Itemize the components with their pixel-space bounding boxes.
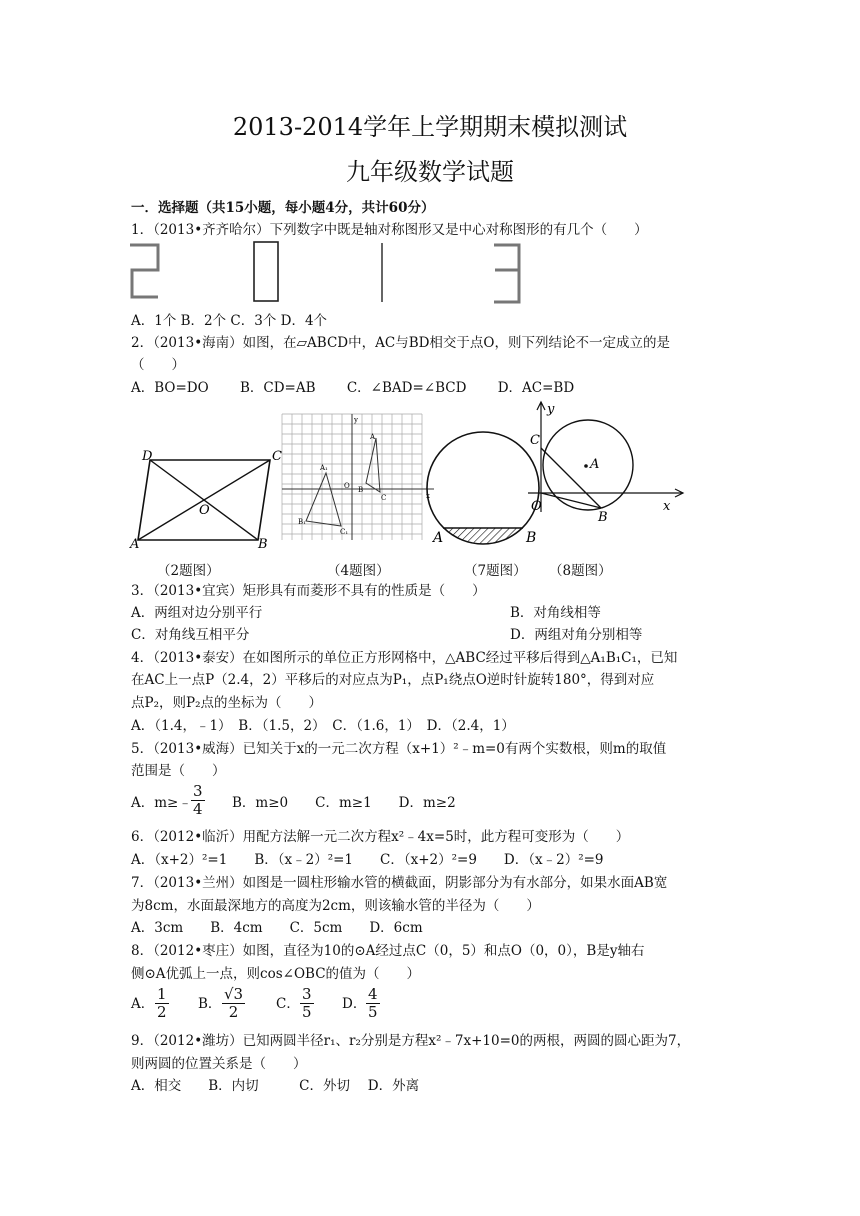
question-5-line-2: 范围是（ ）	[131, 763, 226, 779]
question-8-option-c-fraction	[300, 986, 314, 1021]
fraction-numerator: 4	[368, 985, 378, 1003]
question-9-line-2: 则两圆的位置关系是（ ）	[131, 1056, 307, 1072]
question-4-line-1: 4．（2013•泰安）在如图所示的单位正方形网格中，△ABC经过平移后得到△A₁B₁C₁，已知	[131, 650, 678, 666]
question-8-option-b-fraction	[222, 986, 245, 1021]
question-5-options-rest: B．m≥0 C．m≥1 D．m≥2	[232, 795, 456, 811]
question-8-option-b-label: B．	[198, 996, 222, 1012]
question-9-line-1: 9．（2012•潍坊）已知两圆半径r₁、r₂分别是方程x²﹣7x+10=0的两根，两圆的圆心距为7，	[131, 1033, 691, 1049]
section-heading: 一．选择题（共15小题，每小题4分，共计60分）	[131, 200, 435, 216]
question-3-option-b: B．对角线相等	[510, 605, 601, 621]
question-8-option-a-fraction	[155, 986, 169, 1021]
question-5-fraction	[191, 783, 205, 818]
question-8-option-d-label: D．	[342, 996, 367, 1012]
para-label-d: D	[142, 449, 153, 464]
circle8-label-c: C	[530, 433, 540, 448]
grid-y-label: y	[354, 416, 358, 424]
question-8-option-a-label: A．	[131, 996, 155, 1012]
circle8-label-a: A	[590, 457, 600, 472]
question-4-options: A．（1.4，﹣1） B．（1.5，2） C．（1.6，1） D．（2.4，1）	[131, 718, 515, 734]
fraction-denominator: 4	[193, 800, 203, 818]
question-5-line-1: 5．（2013•威海）已知关于x的一元二次方程（x+1）²﹣m=0有两个实数根，则m的取值	[131, 741, 667, 757]
question-6-stem: 6．（2012•临沂）用配方法解一元二次方程x²﹣4x=5时，此方程可变形为（ ）	[131, 829, 630, 845]
para-label-o: O	[199, 503, 210, 518]
fraction-denominator: 2	[228, 1003, 239, 1021]
caption-fig2: （2题图）	[157, 563, 220, 579]
question-8-line-2: 侧⊙A优弧上一点，则cos∠OBC的值为（ ）	[131, 966, 421, 982]
parallelogram-figure	[129, 449, 282, 552]
question-3-option-a: A．两组对边分别平行	[131, 605, 263, 621]
question-8-option-c-label: C．	[276, 996, 300, 1012]
grid-label-a: A	[370, 433, 376, 441]
grid-label-c1: C₁	[340, 528, 349, 536]
circle8-x-label: x	[663, 499, 671, 514]
circle8-label-o: O	[531, 499, 542, 514]
para-label-b: B	[258, 537, 268, 552]
fraction-denominator: 2	[157, 1003, 167, 1021]
grid-label-c: C	[381, 494, 387, 502]
circle-axes-figure	[528, 402, 683, 525]
question-4-line-3: 点P₂，则P₂点的坐标为（ ）	[131, 695, 322, 711]
question-2-stem-bracket: （ ）	[131, 357, 185, 373]
para-label-a: A	[130, 537, 140, 552]
digit-2-figure	[130, 245, 158, 297]
fraction-numerator: 1	[157, 985, 167, 1003]
circle8-y-label: y	[547, 402, 555, 417]
para-label-c: C	[272, 449, 282, 464]
digit-0-figure	[254, 242, 278, 301]
fraction-denominator: 5	[302, 1003, 312, 1021]
figures-row	[128, 400, 688, 555]
fraction-numerator: √3	[224, 985, 244, 1003]
question-4-line-2: 在AC上一点P（2.4，2）平移后的对应点为P₁，点P₁绕点O逆时针旋转180°，得到对应	[131, 672, 655, 688]
pipe-label-b: B	[526, 530, 537, 546]
fraction-denominator: 5	[368, 1003, 378, 1021]
grid-label-a1: A₁	[320, 464, 328, 472]
question-3-option-d: D．两组对角分别相等	[510, 627, 643, 643]
question-2-options: A．BO=DO B．CD=AB C．∠BAD=∠BCD D．AC=BD	[131, 380, 575, 396]
question-7-options: A．3cm B．4cm C．5cm D．6cm	[131, 920, 423, 936]
caption-fig8: （8题图）	[549, 563, 612, 579]
question-1-options: A．1个 B．2个 C．3个 D．4个	[131, 313, 328, 329]
question-6-options: A．（x+2）²=1 B．（x﹣2）²=1 C．（x+2）²=9 D．（x﹣2）²=9	[131, 852, 604, 868]
caption-fig4: （4题图）	[327, 563, 390, 579]
grid-x-label: x	[426, 492, 430, 500]
caption-fig7: （7题图）	[464, 563, 527, 579]
q1-digit-figures	[128, 240, 548, 306]
grid-figure	[282, 414, 434, 540]
question-1-stem: 1．（2013•齐齐哈尔）下列数字中既是轴对称图形又是中心对称图形的有几个（ ）	[131, 222, 648, 238]
question-3-option-c: C．对角线互相平分	[131, 627, 250, 643]
grid-label-b: B	[358, 486, 364, 494]
question-3-stem: 3．（2013•宜宾）矩形具有而菱形不具有的性质是（ ）	[131, 583, 486, 599]
pipe-label-a: A	[433, 530, 444, 546]
fraction-numerator: 3	[193, 782, 203, 800]
document-title: 2013-2014学年上学期期末模拟测试	[232, 113, 628, 141]
grid-label-o: O	[344, 482, 350, 490]
question-2-stem: 2．（2013•海南）如图，在▱ABCD中，AC与BD相交于点O，则下列结论不一定成立的是	[131, 335, 671, 351]
fraction-numerator: 3	[302, 985, 312, 1003]
question-7-line-1: 7．（2013•兰州）如图是一圆柱形输水管的横截面，阴影部分为有水部分，如果水面AB宽	[131, 875, 668, 891]
digit-3-figure	[494, 245, 519, 302]
document-subtitle: 九年级数学试题	[346, 158, 514, 186]
grid-label-b1: B₁	[298, 518, 306, 526]
question-5-option-a: A．m≥﹣	[131, 795, 192, 811]
question-7-line-2: 为8cm，水面最深地方的高度为2cm，则该输水管的半径为（ ）	[131, 898, 540, 914]
question-8-option-d-fraction	[366, 986, 380, 1021]
question-9-options: A．相交 B．内切 C．外切 D．外离	[131, 1078, 420, 1094]
circle8-label-b: B	[598, 510, 608, 525]
question-8-line-1: 8．（2012•枣庄）如图，直径为10的⊙A经过点C（0，5）和点O（0，0），B是y轴右	[131, 943, 645, 959]
